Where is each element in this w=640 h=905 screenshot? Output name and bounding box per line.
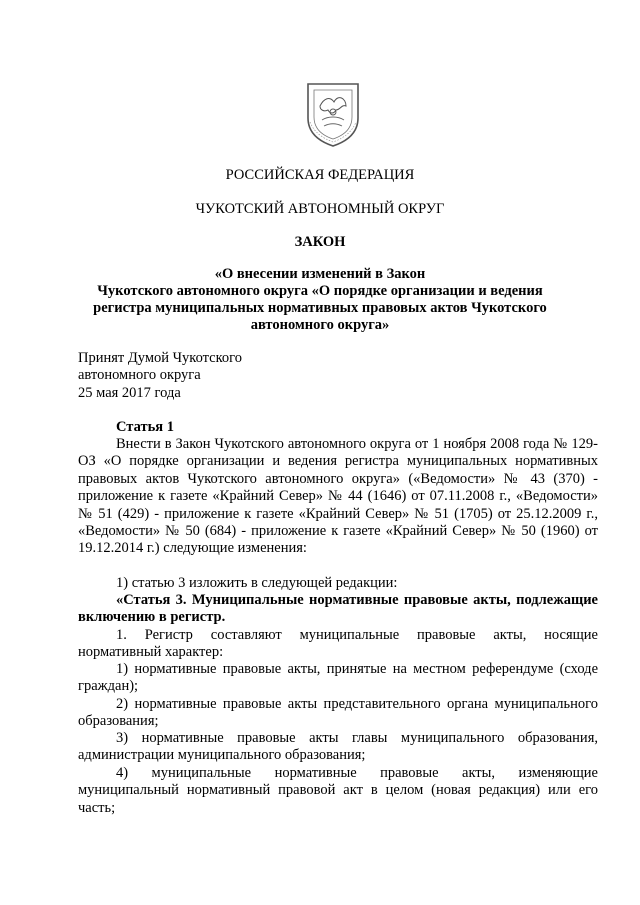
list-item: 2) нормативные правовые акты представительного органа муниципального образования;: [78, 696, 598, 730]
list-item: 4) муниципальные нормативные правовые акты, изменяющие муниципальный нормативный правовой акт в целом (новая редакция) или его часть;: [78, 765, 598, 816]
article-paragraph-1: 1. Регистр составляют муниципальные правовые акты, носящие нормативный характер:: [78, 627, 598, 661]
list-item: 1) нормативные правовые акты, принятые на местном референдуме (сходе граждан);: [78, 661, 598, 695]
law-title-line: регистра муниципальных нормативных правовых актов Чукотского: [93, 300, 547, 316]
article-intro: Внести в Закон Чукотского автономного округа от 1 ноября 2008 года № 129-ОЗ «О порядке организации и ведения регистра муниципальных нормативных правовых актов Чукотского автономного округа» («Ведомости» № 43 (370) - приложение к газете «Крайний Север» № 44 (1646) от 07.11.2008 г., «Ведомости» № 51 (429) - приложение к газете «Крайний Север» № 51 (1705) от 25.12.2009 г., «Ведомости» № 50 (684) - приложение к газете «Крайний Север» № 50 (1960) от 19.12.2014 г.) следующие изменения:: [78, 436, 598, 557]
list-item: 3) нормативные правовые акты главы муниципального образования, администрации муниципального образования;: [78, 730, 598, 764]
country-name: РОССИЙСКАЯ ФЕДЕРАЦИЯ: [225, 167, 415, 183]
amendment-item-1: 1) статью 3 изложить в следующей редакции:: [116, 575, 398, 591]
law-title-line: Чукотского автономного округа «О порядке организации и ведения: [97, 283, 543, 299]
document-type: ЗАКОН: [294, 234, 346, 250]
law-title: [0, 266, 640, 334]
law-title-line: «О внесении изменений в Закон: [214, 266, 426, 282]
region-name: ЧУКОТСКИЙ АВТОНОМНЫЙ ОКРУГ: [195, 201, 445, 217]
coat-of-arms-icon: [300, 80, 366, 148]
adoption-line: Принят Думой Чукотского: [78, 350, 243, 366]
article-heading: Статья 1: [116, 419, 174, 435]
adoption-line: 25 мая 2017 года: [78, 384, 181, 401]
law-title-line: автономного округа»: [250, 317, 390, 333]
new-article-heading: «Статья 3. Муниципальные нормативные правовые акты, подлежащие включению в регистр.: [78, 592, 598, 626]
adoption-info: [78, 350, 378, 402]
adoption-line: автономного округа: [78, 367, 201, 384]
